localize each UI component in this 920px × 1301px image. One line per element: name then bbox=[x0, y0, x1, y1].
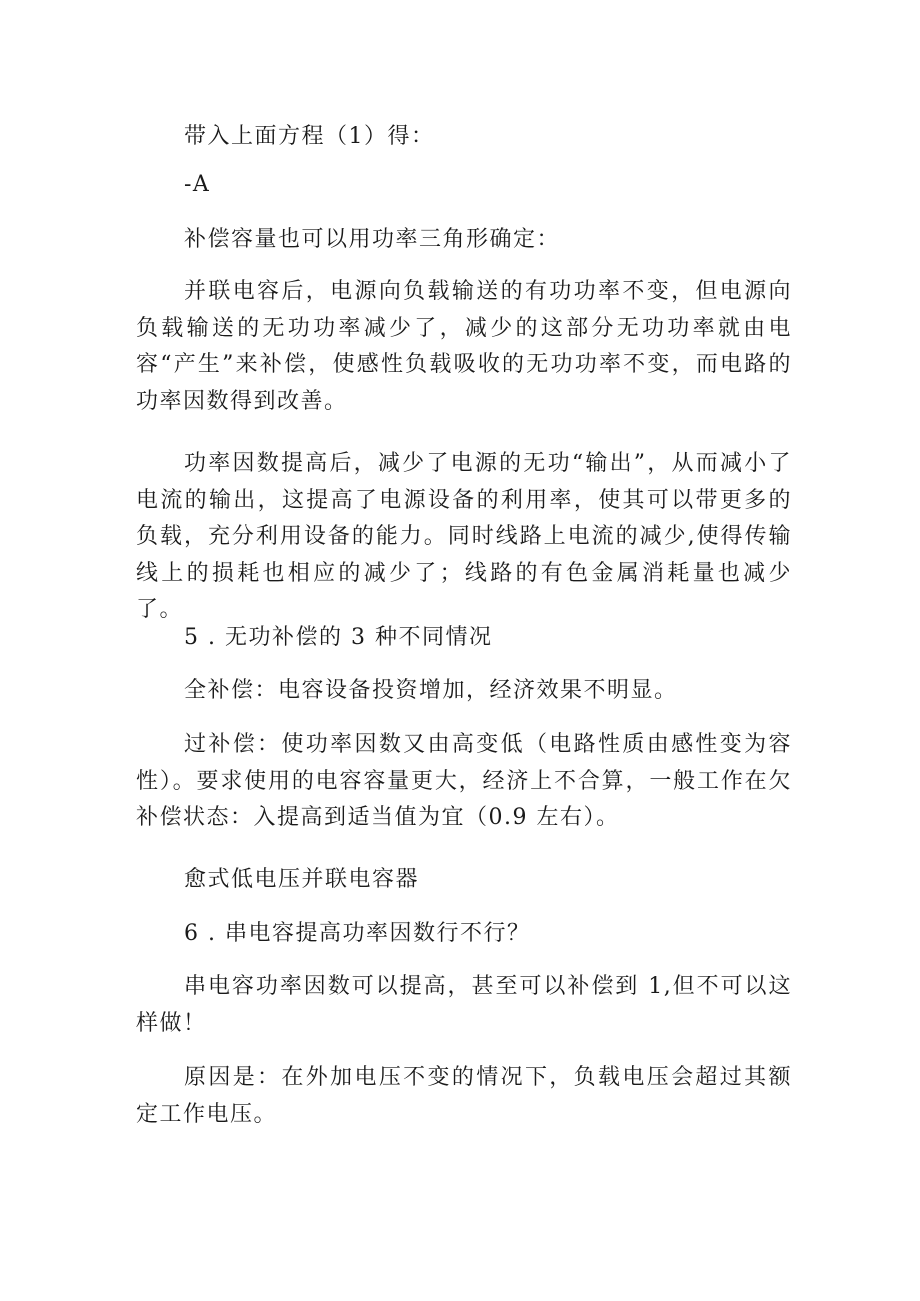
paragraph-power-factor-benefits: 功率因数提高后，减少了电源的无功“输出”，从而减小了电流的输出，这提高了电源设备的利用率，使其可以带更多的负载，充分利用设备的能力。同时线路上电流的减少,使得传输线上的损耗也相应的减少了；线路的有色金属消耗量也减少了。 bbox=[136, 451, 792, 622]
paragraph-parallel-capacitor: 并联电容后，电源向负载输送的有功功率不变，但电源向负载输送的无功功率减少了，减少的这部分无功功率就由电容“产生”来补偿，使感性负载吸收的无功功率不变，而电路的功率因数得到改善。 bbox=[136, 279, 792, 414]
section-heading-series-capacitor: 6 . 串电容提高功率因数行不行？ bbox=[184, 921, 531, 946]
paragraph-power-triangle: 补偿容量也可以用功率三角形确定： bbox=[184, 227, 561, 252]
paragraph-formula-remainder: -A bbox=[184, 172, 211, 197]
paragraph-series-capacitor: 串电容功率因数可以提高，甚至可以补偿到 1,但不可以这样做！ bbox=[136, 974, 792, 1036]
paragraph-capacitor-type: 愈式低电压并联电容器 bbox=[184, 867, 420, 892]
paragraph-reason: 原因是：在外加电压不变的情况下，负载电压会超过其额定工作电压。 bbox=[136, 1065, 792, 1127]
section-heading-compensation-cases: 5 . 无功补偿的 3 种不同情况 bbox=[184, 625, 493, 650]
paragraph-substitute-equation: 带入上面方程（1）得： bbox=[184, 124, 435, 149]
paragraph-over-compensation: 过补偿：使功率因数又由高变低（电路性质由感性变为容性）。要求使用的电容容量更大，经济上不合算，一般工作在欠补偿状态：入提高到适当值为宜（0.9 左右）。 bbox=[136, 732, 792, 830]
paragraph-full-compensation: 全补偿：电容设备投资增加，经济效果不明显。 bbox=[184, 678, 678, 703]
